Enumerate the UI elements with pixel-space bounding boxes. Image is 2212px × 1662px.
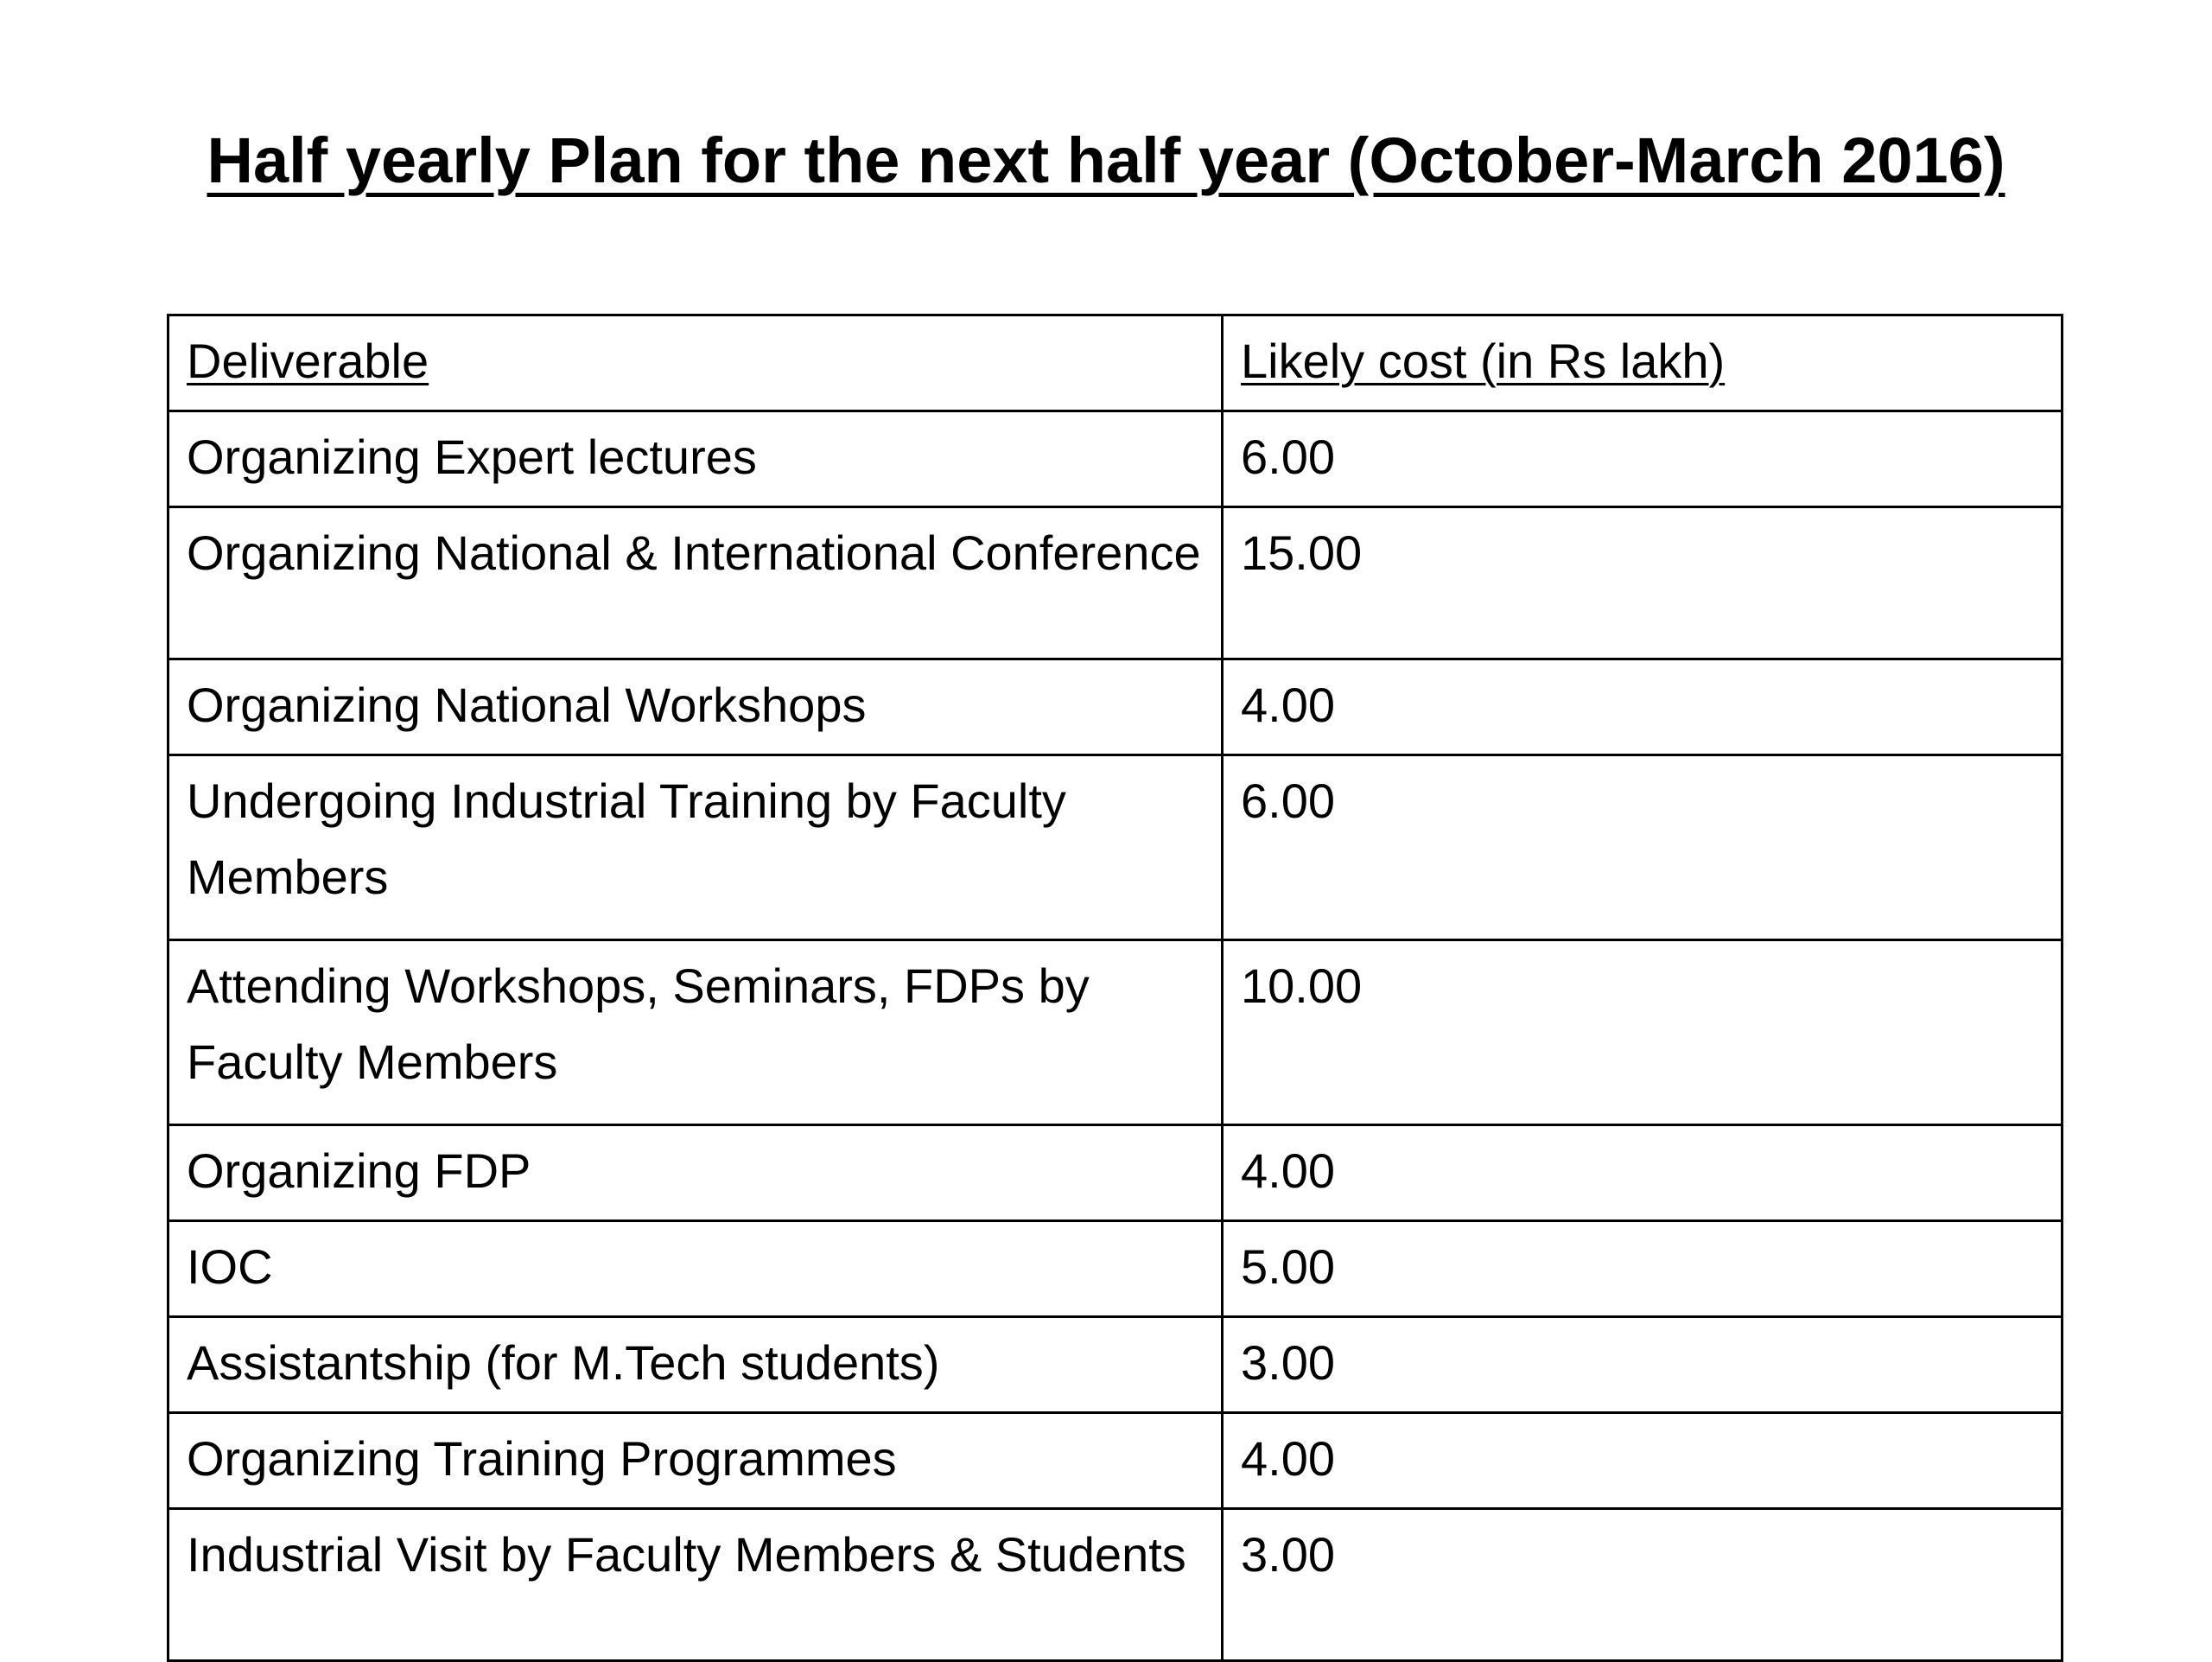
- cost-cell: 3.00: [1223, 1317, 2063, 1413]
- deliverable-cell: Attending Workshops, Seminars, FDPs by Faculty Members: [168, 940, 1223, 1125]
- deliverable-cell: Organizing Training Programmes: [168, 1413, 1223, 1509]
- cost-cell: 15.00: [1223, 507, 2063, 659]
- table-row: [168, 411, 2063, 507]
- table-row: [168, 1317, 2063, 1413]
- cost-cell: 6.00: [1223, 411, 2063, 507]
- deliverable-cell: Organizing National Workshops: [168, 659, 1223, 755]
- deliverable-cell: Undergoing Industrial Training by Faculty Members: [168, 755, 1223, 940]
- cost-cell: 10.00: [1223, 940, 2063, 1125]
- page-title: Half yearly Plan for the next half year (October-March 2016): [207, 124, 2005, 196]
- table-row: [168, 755, 2063, 940]
- table-row: [168, 1221, 2063, 1317]
- cost-cell: 6.00: [1223, 755, 2063, 940]
- deliverable-cell: Assistantship (for M.Tech students): [168, 1317, 1223, 1413]
- table-row: [168, 1125, 2063, 1221]
- table-row: [168, 1509, 2063, 1661]
- deliverable-cell: Organizing FDP: [168, 1125, 1223, 1221]
- header-deliverable-label: Deliverable: [187, 334, 429, 388]
- table-header-row: [168, 315, 2063, 411]
- header-cost-label: Likely cost (in Rs lakh): [1241, 334, 1726, 388]
- deliverable-cell: IOC: [168, 1221, 1223, 1317]
- cost-cell: 3.00: [1223, 1509, 2063, 1661]
- table-row: [168, 507, 2063, 659]
- table-row: [168, 659, 2063, 755]
- deliverable-cell: Organizing National & International Conference: [168, 507, 1223, 659]
- table-row: [168, 940, 2063, 1125]
- header-cell-deliverable: [168, 315, 1223, 411]
- cost-cell: 4.00: [1223, 659, 2063, 755]
- deliverables-table: [167, 314, 2063, 1662]
- deliverable-cell: Organizing Expert lectures: [168, 411, 1223, 507]
- header-cell-cost: [1223, 315, 2063, 411]
- table-row: [168, 1413, 2063, 1509]
- cost-cell: 4.00: [1223, 1125, 2063, 1221]
- cost-cell: 4.00: [1223, 1413, 2063, 1509]
- deliverable-cell: Industrial Visit by Faculty Members & Students: [168, 1509, 1223, 1661]
- cost-cell: 5.00: [1223, 1221, 2063, 1317]
